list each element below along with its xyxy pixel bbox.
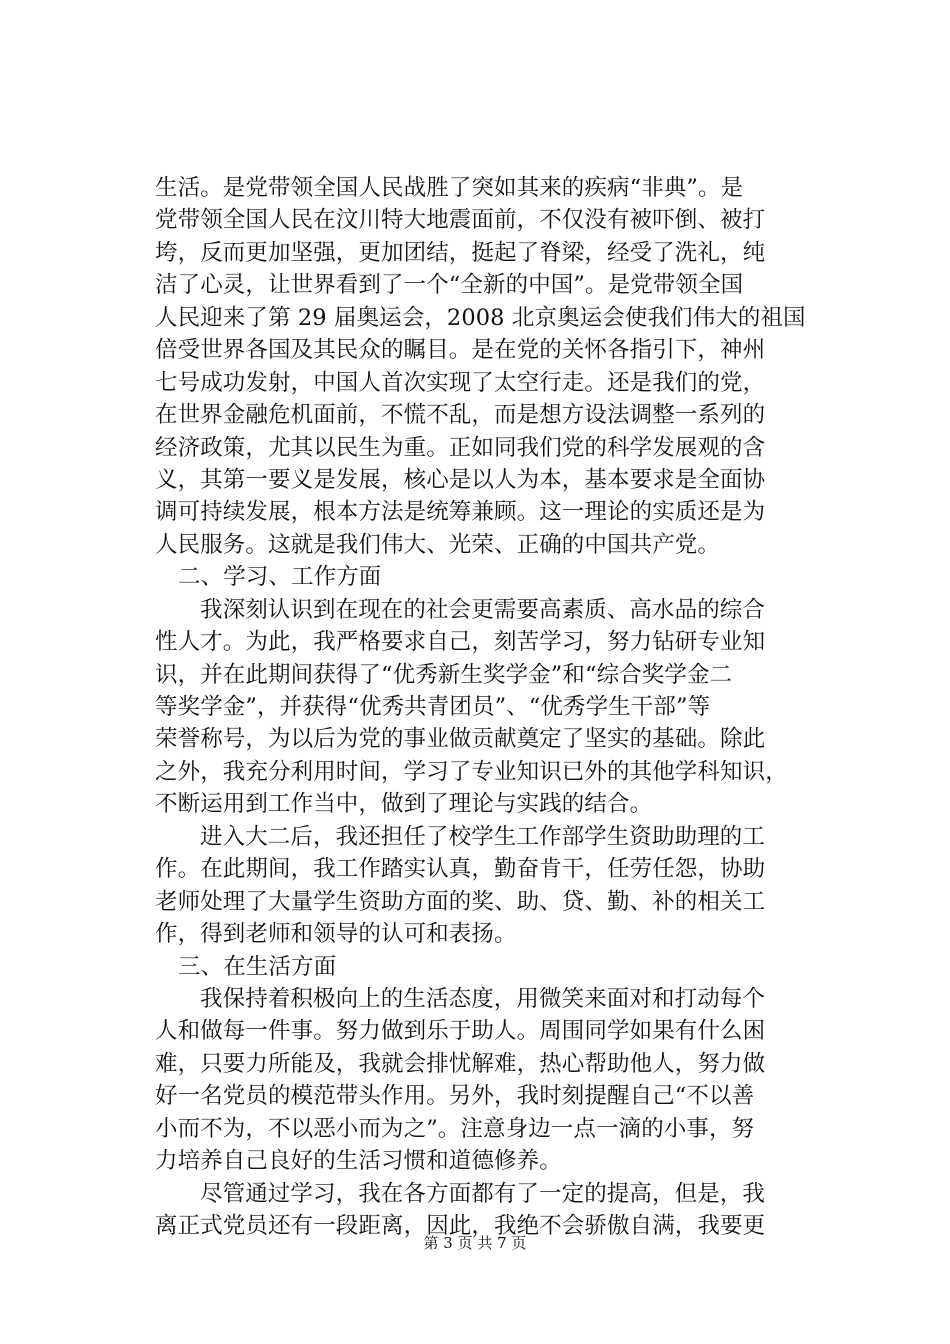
body-text-line: 我深刻认识到在现在的社会更需要高素质、高水品的综合 xyxy=(200,596,766,623)
body-text-line: 之外，我充分利用时间，学习了专业知识已外的其他学科知识， xyxy=(155,758,788,785)
body-text-line: 生活。是党带领全国人民战胜了突如其来的疾病“非典”。是 xyxy=(155,175,744,201)
body-text-line: 洁了心灵，让世界看到了一个“全新的中国”。是党带领全国 xyxy=(155,272,744,299)
body-text-line: 七号成功发射，中国人首次实现了太空行走。还是我们的党， xyxy=(155,369,766,396)
body-text-line: 垮，反而更加坚强，更加团结，挺起了脊梁，经受了洗礼，纯 xyxy=(155,239,766,266)
body-text-line: 力培养自己良好的生活习惯和道德修养。 xyxy=(155,1148,562,1175)
body-text-line: 好一名党员的模范带头作用。另外，我时刻提醒自己“不以善 xyxy=(155,1083,755,1110)
body-text-line: 人民服务。这就是我们伟大、光荣、正确的中国共产党。 xyxy=(155,531,721,558)
body-text-line: 性人才。为此，我严格要求自己，刻苦学习，努力钻研专业知 xyxy=(155,629,766,656)
page-footer: 第 3 页 共 7 页 xyxy=(423,1234,527,1252)
body-text-line: 作。在此期间，我工作踏实认真，勤奋肯干，任劳任怨，协助 xyxy=(155,856,766,883)
body-text-line: 尽管通过学习，我在各方面都有了一定的提高，但是，我 xyxy=(200,1180,766,1207)
body-text-line: 老师处理了大量学生资助方面的奖、助、贷、勤、补的相关工 xyxy=(155,888,766,915)
body-text-line: 不断运用到工作当中，做到了理论与实践的结合。 xyxy=(155,791,653,818)
body-text-line: 经济政策，尤其以民生为重。正如同我们党的科学发展观的含 xyxy=(155,434,766,461)
body-text-line: 人民迎来了第 29 届奥运会，2008 北京奥运会使我们伟大的祖国 xyxy=(155,304,806,331)
body-text-line: 进入大二后，我还担任了校学生工作部学生资助助理的工 xyxy=(200,823,766,850)
body-text-line: 党带领全国人民在汶川特大地震面前，不仅没有被吓倒、被打 xyxy=(155,207,766,234)
body-text-line: 小而不为，不以恶小而为之”。注意身边一点一滴的小事，努 xyxy=(155,1115,755,1142)
body-text-line: 等奖学金”，并获得“优秀共青团员”、“优秀学生干部”等 xyxy=(155,694,711,720)
body-text-line: 调可持续发展，根本方法是统筹兼顾。这一理论的实质还是为 xyxy=(155,499,766,526)
body-text-line: 离正式党员还有一段距离，因此，我绝不会骄傲自满，我要更 xyxy=(155,1213,766,1239)
document-body xyxy=(155,172,835,1242)
section-heading-line: 三、在生活方面 xyxy=(178,953,337,980)
body-text-line: 人和做每一件事。努力做到乐于助人。周围同学如果有什么困 xyxy=(155,1018,766,1045)
body-text-line: 倍受世界各国及其民众的瞩目。是在党的关怀各指引下，神州 xyxy=(155,337,766,364)
body-text-line: 难，只要力所能及，我就会排忧解难，热心帮助他人，努力做 xyxy=(155,1050,766,1077)
section-heading-line: 二、学习、工作方面 xyxy=(178,564,382,591)
body-text-line: 在世界金融危机面前，不慌不乱，而是想方设法调整一系列的 xyxy=(155,402,766,429)
body-text-line: 我保持着积极向上的生活态度，用微笑来面对和打动每个 xyxy=(200,985,766,1012)
body-text-line: 识，并在此期间获得了“优秀新生奖学金”和“综合奖学金二 xyxy=(155,661,733,688)
body-text-line: 荣誉称号，为以后为党的事业做贡献奠定了坚实的基础。除此 xyxy=(155,726,766,753)
body-text-line: 义，其第一要义是发展，核心是以人为本，基本要求是全面协 xyxy=(155,466,766,493)
body-text-line: 作，得到老师和领导的认可和表扬。 xyxy=(155,921,517,948)
